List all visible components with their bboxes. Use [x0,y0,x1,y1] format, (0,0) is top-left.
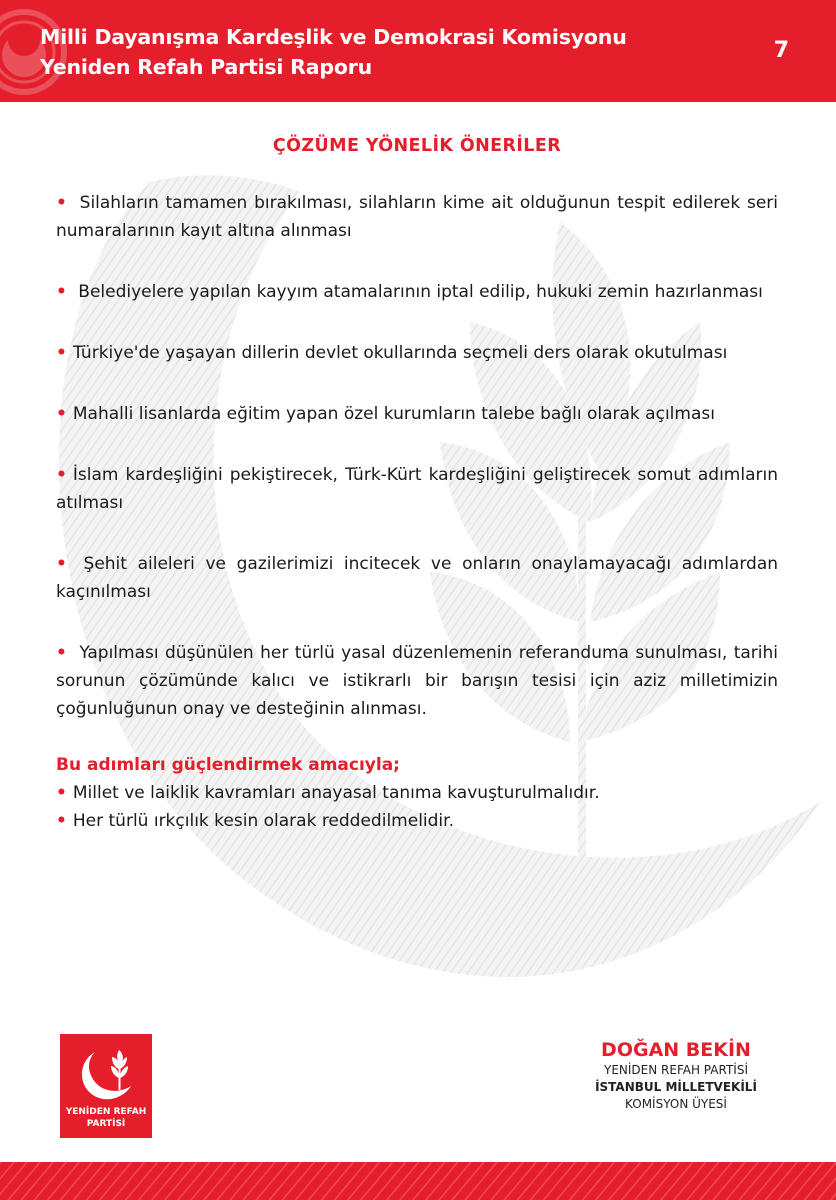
bullet-icon: • [56,811,67,831]
list-item [56,278,778,306]
main-content [56,136,778,835]
list-item [56,550,778,606]
list-item-text: Millet ve laiklik kavramları anayasal tanıma kavuşturulmalıdır. [72,783,600,803]
bullet-icon: • [56,643,67,663]
crescent-wheat-icon [75,1046,137,1104]
page-footer [0,1162,836,1200]
bullet-icon: • [56,343,67,363]
proposal-list [56,189,778,723]
logo-text-line-2: PARTİSİ [86,1119,126,1129]
logo-text-line-1: YENİDEN REFAH [65,1107,147,1117]
list-item [56,639,778,723]
list-item-text: İslam kardeşliğini pekiştirecek, Türk-Kürt kardeşliğini geliştirecek somut adımların atılması [56,465,778,513]
report-title-line-1: Milli Dayanışma Kardeşlik ve Demokrasi Komisyonu [40,25,627,49]
footer-pattern-icon [0,1162,836,1200]
signature-block [576,1038,776,1113]
signatory-role: İSTANBUL MİLLETVEKİLİ [595,1080,757,1094]
bullet-icon: • [56,465,67,485]
list-item [56,339,778,367]
signatory-name: DOĞAN BEKİN [601,1039,751,1061]
list-item-text: Silahların tamamen bırakılması, silahların kime ait olduğunun tespit edilerek seri numaralarının kayıt altına alınması [56,193,779,241]
list-item [56,400,778,428]
report-title-line-2: Yeniden Refah Partisi Raporu [40,55,373,79]
page-number: 7 [773,38,789,63]
list-item-text: Türkiye'de yaşayan dillerin devlet okullarında seçmeli ders olarak okutulması [72,343,728,363]
list-item [56,189,778,245]
page-header [0,0,836,102]
bullet-icon: • [56,282,67,302]
signatory-party: YENİDEN REFAH PARTİSİ [604,1063,748,1077]
list-item-text: Mahalli lisanlarda eğitim yapan özel kurumların talebe bağlı olarak açılması [72,404,715,424]
report-title [40,22,627,82]
section-title: ÇÖZÜME YÖNELİK ÖNERİLER [272,136,562,156]
list-item-text: Şehit aileleri ve gazilerimizi incitecek ve onların onaylamayacağı adımlardan kaçınılması [56,554,779,602]
list-item-text: Belediyelere yapılan kayyım atamalarının iptal edilip, hukuki zemin hazırlanması [78,282,763,302]
bullet-icon: • [56,554,67,574]
list-item-text: Her türlü ırkçılık kesin olarak reddedilmelidir. [72,811,454,831]
list-item [56,461,778,517]
list-item [56,779,778,807]
bullet-icon: • [56,404,67,424]
logo-text [60,1106,152,1130]
signatory-title: KOMİSYON ÜYESİ [625,1097,727,1111]
list-item [56,807,778,835]
bullet-icon: • [56,783,67,803]
supporting-measures-title: Bu adımları güçlendirmek amacıyla; [56,755,400,775]
list-item-text: Yapılması düşünülen her türlü yasal düzenlemenin referanduma sunulması, tarihi sorunun çözümünde kalıcı ve istikrarlı bir barışın tesisi için aziz milletimizin çoğunluğunun onay ve desteğinin alınması. [56,643,778,719]
bullet-icon: • [56,193,67,213]
party-logo [60,1034,152,1138]
supporting-measures [56,751,778,835]
